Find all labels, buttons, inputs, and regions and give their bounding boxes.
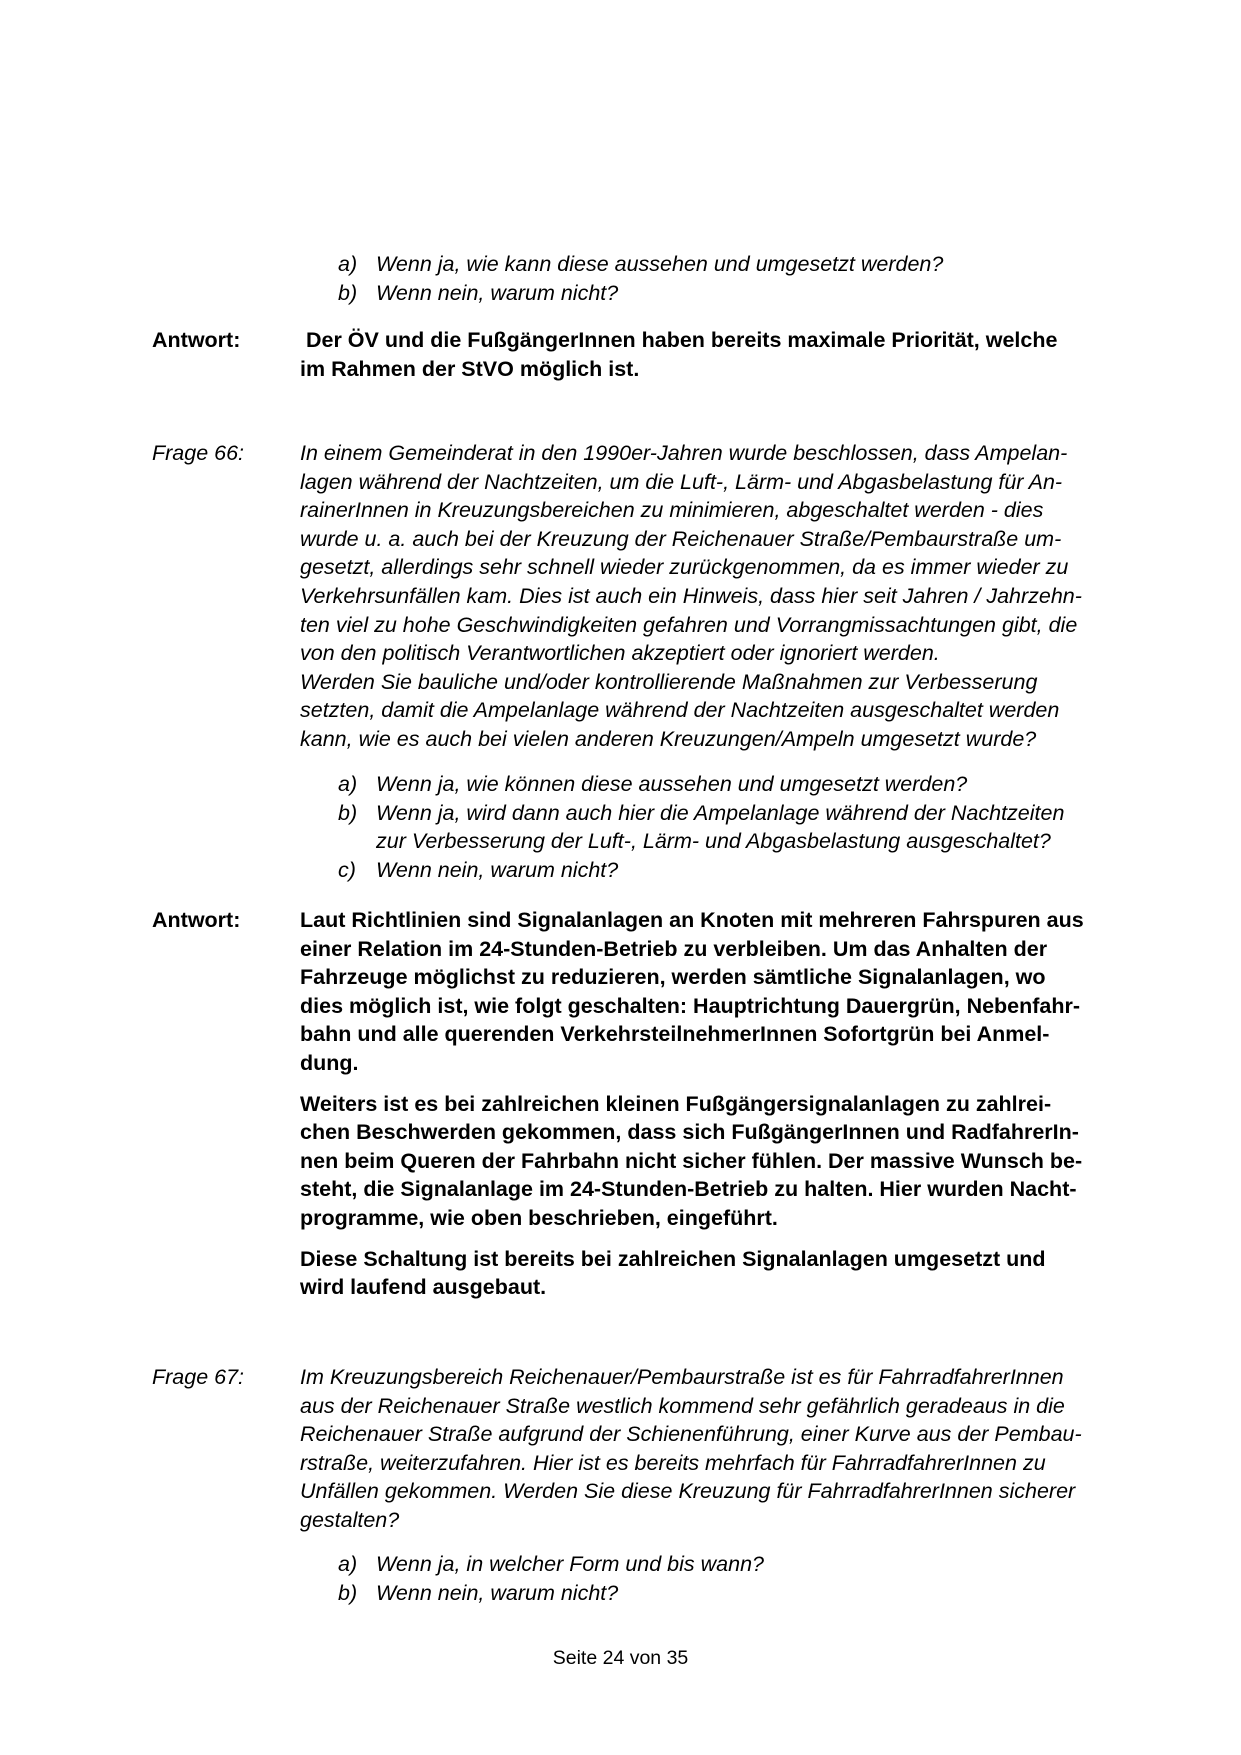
answer-65-label: Antwort: (152, 328, 241, 352)
q66-sublist (338, 770, 1128, 884)
text-line: Reichenauer Straße aufgrund der Schienenführung, einer Kurve aus der Pembau- (300, 1422, 1082, 1447)
q67-sublist (338, 1550, 1128, 1607)
text-line: Weiters ist es bei zahlreichen kleinen Fußgängersignalanlagen zu zahlrei- (300, 1091, 1052, 1116)
list-marker: c) (338, 857, 356, 882)
text-line: chen Beschwerden gekommen, dass sich FußgängerInnen und RadfahrerIn- (300, 1120, 1079, 1145)
list-item (338, 799, 1128, 856)
text-line: Laut Richtlinien sind Signalanlagen an Knoten mit mehreren Fahrspuren aus (300, 908, 1084, 932)
list-item-text: Wenn ja, wie kann diese aussehen und umgesetzt werden? (376, 252, 944, 276)
answer-65-text (300, 326, 1132, 383)
text-line: In einem Gemeinderat in den 1990er-Jahren wurde beschlossen, dass Ampelan- (300, 441, 1068, 465)
text-line: Unfällen gekommen. Werden Sie diese Kreuzung für FahrradfahrerInnen sicherer (300, 1479, 1076, 1504)
answer-66-text (300, 906, 1132, 1302)
text-line: lagen während der Nachtzeiten, um die Luft-, Lärm- und Abgasbelastung für An- (300, 469, 1063, 494)
text-line: im Rahmen der StVO möglich ist. (300, 356, 640, 381)
list-marker: a) (338, 252, 358, 276)
text-line: Verkehrsunfällen kam. Dies ist auch ein Hinweis, dass hier seit Jahren / Jahrzehn- (300, 583, 1082, 608)
list-item-text: Wenn ja, wie können diese aussehen und umgesetzt werden? (376, 772, 968, 796)
list-item-text: Wenn ja, wird dann auch hier die Ampelanlage während der Nachtzeiten (376, 800, 1065, 825)
answer-66-label: Antwort: (152, 908, 241, 932)
text-line: von den politisch Verantwortlichen akzeptiert oder ignoriert werden. (300, 641, 940, 666)
text-line: wird laufend ausgebaut. (300, 1275, 547, 1300)
text-line: nen beim Queren der Fahrbahn nicht sicher fühlen. Der massive Wunsch be- (300, 1148, 1083, 1173)
answer-paragraph (300, 1090, 1132, 1233)
question-66-text (300, 439, 1132, 754)
text-line: einer Relation im 24-Stunden-Betrieb zu verbleiben. Um das Anhalten der (300, 936, 1048, 961)
list-item (338, 250, 1128, 279)
list-marker: a) (338, 1552, 358, 1576)
text-line: Diese Schaltung ist bereits bei zahlreichen Signalanlagen umgesetzt und (300, 1246, 1046, 1271)
list-item-text: Wenn nein, warum nicht? (376, 280, 619, 305)
q65-sublist (338, 250, 1128, 307)
page-number: Seite 24 von 35 (552, 1647, 689, 1669)
text-line: dung. (300, 1050, 359, 1075)
list-item (338, 1579, 1128, 1608)
list-marker: a) (338, 772, 358, 796)
question-66-label: Frage 66: (152, 441, 245, 465)
answer-paragraph (300, 906, 1132, 1078)
text-line: programme, wie oben beschrieben, eingeführt. (300, 1205, 778, 1230)
text-line: kann, wie es auch bei vielen anderen Kreuzungen/Ampeln umgesetzt wurde? (300, 726, 1037, 751)
text-line: steht, die Signalanlage im 24-Stunden-Betrieb zu halten. Hier wurden Nacht- (300, 1177, 1077, 1202)
list-marker: b) (338, 1580, 358, 1605)
list-marker: b) (338, 280, 358, 305)
text-line: rstraße, weiterzufahren. Hier ist es bereits mehrfach für FahrradfahrerInnen zu (300, 1450, 1046, 1475)
text-line: rainerInnen in Kreuzungsbereichen zu minimieren, abgeschaltet werden - dies (300, 498, 1044, 523)
text-line: Werden Sie bauliche und/oder kontrollierende Maßnahmen zur Verbesserung (300, 669, 1038, 694)
text-line: Der ÖV und die FußgängerInnen haben bereits maximale Priorität, welche (300, 328, 1058, 352)
text-line: Im Kreuzungsbereich Reichenauer/Pembaurstraße ist es für FahrradfahrerInnen (300, 1365, 1064, 1389)
text-line: gesetzt, allerdings sehr schnell wieder zurückgenommen, da es immer wieder zu (300, 555, 1069, 580)
text-line: Fahrzeuge möglichst zu reduzieren, werden sämtliche Signalanlagen, wo (300, 965, 1046, 990)
text-line: setzten, damit die Ampelanlage während der Nachtzeiten ausgeschaltet werden (300, 698, 1060, 723)
list-item-text: Wenn nein, warum nicht? (376, 857, 619, 882)
text-line: aus der Reichenauer Straße westlich kommend sehr gefährlich geradeaus in die (300, 1393, 1065, 1418)
list-item-text: Wenn ja, in welcher Form und bis wann? (376, 1552, 764, 1576)
list-item (338, 770, 1128, 799)
list-item-text: zur Verbesserung der Luft-, Lärm- und Abgasbelastung ausgeschaltet? (376, 829, 1051, 854)
list-marker: b) (338, 800, 358, 825)
list-item (338, 279, 1128, 308)
text-line: wurde u. a. auch bei der Kreuzung der Reichenauer Straße/Pembaurstraße um- (300, 526, 1062, 551)
text-line: gestalten? (300, 1507, 400, 1532)
text-line: ten viel zu hohe Geschwindigkeiten gefahren und Vorrangmissachtungen gibt, die (300, 612, 1078, 637)
list-item (338, 856, 1128, 885)
list-item (338, 1550, 1128, 1579)
text-line: dies möglich ist, wie folgt geschalten: Hauptrichtung Dauergrün, Nebenfahr- (300, 993, 1081, 1018)
question-67-text (300, 1363, 1132, 1535)
answer-paragraph (300, 1245, 1132, 1302)
question-67-label: Frage 67: (152, 1365, 245, 1389)
list-item-text: Wenn nein, warum nicht? (376, 1580, 619, 1605)
text-line: bahn und alle querenden VerkehrsteilnehmerInnen Sofortgrün bei Anmel- (300, 1022, 1050, 1047)
